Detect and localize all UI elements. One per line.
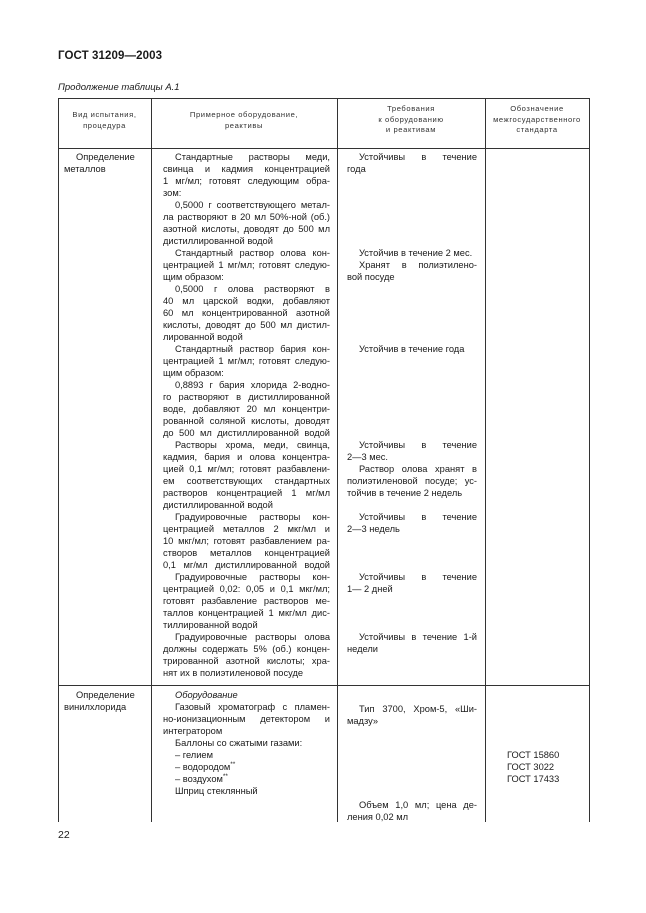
row-vinyl-chloride-standards [507,749,559,785]
text-line: Градуировочные растворы кон- [175,512,330,522]
text-line: до 500 мл дистиллированной водой [163,428,330,438]
text-line: Устойчив в течение года [359,344,465,354]
text-line: – гелием [175,750,213,760]
header-bottom-border [58,148,590,149]
text-line: Объем 1,0 мл; цена де- [359,800,477,810]
row-vinyl-chloride-requirements [347,689,477,822]
text-line: 40 мл царской водки, добавляют [163,296,330,306]
text-line: – воздухом** [175,773,228,784]
text-line: Раствор олова хранят в [359,464,477,474]
row-metals-requirements [347,98,477,685]
text-line: – водородом** [175,761,236,772]
text-line: года [347,164,366,174]
text-line: Стандартные растворы меди, [175,152,330,162]
text-line: ла растворяют в 20 мл 50%-ной (об.) [163,212,330,222]
text-line: мадзу» [347,716,379,726]
text-line: дистиллированной водой [163,500,273,510]
header-requirements: Требования к оборудованию и реактивам [378,104,444,135]
table-continuation-caption: Продолжение таблицы А.1 [58,82,180,93]
text-line: Устойчивы в течение [359,572,477,582]
header-standard-designation: Обозначение межгосударственного стандарта [493,104,581,135]
standard-ref: ГОСТ 15860 [507,750,560,760]
row-metals-test-name: Определение металлов [64,152,135,174]
text-line: 0,1 мг/мл дистиллированной водой [163,560,330,570]
text-line: вой посуде [347,272,395,282]
text-line: свинца и кадмия концентрацией [163,164,330,174]
text-line: рованной соляной кислоты, доводят [163,416,330,426]
text-line: Газовый хроматограф с пламен- [175,702,330,712]
footnote-marker: ** [222,773,228,780]
text-line: воде, добавляют 20 мл концентри- [163,404,330,414]
text-line: Шприц стеклянный [175,786,258,796]
text-line: го растворяют в дистиллированной [163,392,330,402]
text-line: недели [347,644,379,654]
text-line: центрацией металлов 2 мкг/мл и [163,524,330,534]
text-line: полиэтиленовой посуде; ус- [347,476,477,486]
text-line: створов металлов концентрацией [163,548,330,558]
text-line: интегратором [163,726,223,736]
text-line: щим образом: [163,368,224,378]
row-vinyl-chloride-test-name: Определение винилхлорида [64,690,135,712]
text-line: центрацией 1 мг/мл; готовят следую- [163,260,330,270]
footnote-marker: ** [230,761,236,768]
text-line: Растворы хрома, меди, свинца, [175,440,330,450]
text-line: 10 мкг/мл; готовят разбавлением ра- [163,536,330,546]
text-line: 2—3 мес. [347,452,389,462]
row-vinyl-chloride-equipment [163,689,330,797]
text-line: 0,8893 г бария хлорида 2-водно- [175,380,330,390]
text-line: центрацией 0,02: 0,05 и 0,1 мкг/мл; [163,584,330,594]
text-line: Градуировочные растворы олова [175,632,330,642]
text-line: Устойчивы в течение [359,440,477,450]
text-line: Оборудование [175,690,238,700]
text-line: Устойчив в течение 2 мес. [359,248,473,258]
text-line: но-ионизационным детектором и [163,714,330,724]
column-divider-1 [151,98,152,822]
standard-ref: ГОСТ 3022 [507,762,555,772]
standard-ref: ГОСТ 17433 [507,774,560,784]
text-line: Устойчивы в течение [359,512,477,522]
text-line: 2—3 недель [347,524,400,534]
text-line: центрацией 1 мг/мл; готовят следую- [163,356,330,366]
column-divider-3 [485,98,486,822]
text-line: Стандартный раствор олова кон- [175,248,330,258]
table-right-border [589,98,590,822]
text-line: должны содержать 5% (об.) концен- [163,644,330,654]
text-line: азотной кислоты, доводят до 500 мл [163,224,330,234]
text-line: 60 мл концентрированной азотной [163,308,330,318]
header-equipment-reagents: Примерное оборудование, реактивы [189,110,299,130]
document-header: ГОСТ 31209—2003 [58,50,163,62]
text-line: 1 мг/мл; готовят следующим обра- [163,176,330,186]
table-top-border [58,98,590,99]
text-line: 1— 2 дней [347,584,393,594]
text-line: кадмия, бария и олова концентра- [163,452,330,462]
text-line: Тип 3700, Хром-5, «Ши- [359,704,477,714]
text-line: тойчив в течение 2 недель [347,488,463,498]
text-line: Градуировочные растворы кон- [175,572,330,582]
text-line: кислоты, доводят до 500 мл дистил- [163,320,330,330]
table-left-border [58,98,59,822]
text-line: нят их в полиэтиленовой посуде [163,668,304,678]
text-line: щим образом: [163,272,224,282]
page-number: 22 [58,829,70,841]
text-line: 0,5000 г олова растворяют в [175,284,330,294]
row-separator [58,685,590,686]
text-line: готовят разбавление растворов ме- [163,596,330,606]
header-test-procedure: Вид испытания, процедура [72,110,137,130]
text-line: таллов концентрацией 1 мкг/мл дис- [163,608,330,618]
text-line: Баллоны со сжатыми газами: [175,738,303,748]
text-line: ления 0,02 мл [347,812,409,822]
row-metals-equipment [163,151,330,679]
text-line: лированной водой [163,332,243,342]
text-line: растворов концентрацией 1 мг/мл [163,488,330,498]
column-divider-2 [337,98,338,822]
requirements-table [58,98,590,822]
text-line: Устойчивы в течение 1-й [359,632,477,642]
text-line: 0,5000 г соответствующего метал- [175,200,330,210]
text-line: зом: [163,188,182,198]
text-line: дистиллированной водой [163,236,273,246]
text-line: Стандартный раствор бария кон- [175,344,330,354]
text-line: цией 0,1 мг/мл; готовят разбавлени- [163,464,330,474]
text-line: Хранят в полиэтилено- [359,260,477,270]
text-line: Устойчивы в течение [359,152,477,162]
text-line: ем соответствующих стандартных [163,476,330,486]
text-line: тиллированной водой [163,620,258,630]
text-line: трированной азотной кислоты; хра- [163,656,330,666]
